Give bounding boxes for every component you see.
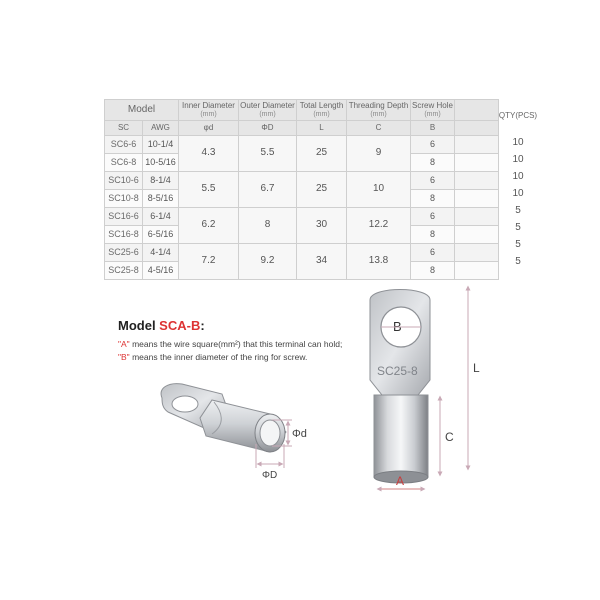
cell-hole: 6 bbox=[411, 172, 455, 190]
note-a: "A" means the wire square(mm²) that this terminal can hold; bbox=[118, 339, 343, 349]
cell-awg: 6-1/4 bbox=[143, 208, 179, 226]
label-outer-diameter: ΦD bbox=[262, 470, 278, 481]
sub-header-awg: AWG bbox=[143, 121, 179, 136]
cell-sc: SC6-8 bbox=[105, 154, 143, 172]
cell-outer: 5.5 bbox=[239, 136, 297, 172]
cell-outer: 6.7 bbox=[239, 172, 297, 208]
cell-sc: SC6-6 bbox=[105, 136, 143, 154]
cell-sc: SC10-6 bbox=[105, 172, 143, 190]
cell-awg: 8-1/4 bbox=[143, 172, 179, 190]
col-depth-header: Threading Depth (mm) bbox=[347, 100, 411, 121]
qty-value: 5 bbox=[515, 239, 521, 250]
cell-sc: SC25-6 bbox=[105, 244, 143, 262]
front-view-terminal bbox=[370, 288, 480, 489]
symbol-inner: φd bbox=[179, 121, 239, 136]
cell-sc: SC16-6 bbox=[105, 208, 143, 226]
cell-length: 30 bbox=[297, 208, 347, 244]
symbol-length: L bbox=[297, 121, 347, 136]
cell-length: 25 bbox=[297, 136, 347, 172]
cell-hole: 8 bbox=[411, 154, 455, 172]
label-hole-b: B bbox=[393, 319, 402, 334]
cell-depth: 12.2 bbox=[347, 208, 411, 244]
cell-awg: 6-5/16 bbox=[143, 226, 179, 244]
cell-sc: SC10-8 bbox=[105, 190, 143, 208]
cell-inner: 7.2 bbox=[179, 244, 239, 280]
label-depth: C bbox=[445, 430, 454, 444]
model-header: Model bbox=[105, 100, 179, 121]
cell-length: 25 bbox=[297, 172, 347, 208]
qty-header: QTY(PCS) bbox=[498, 111, 538, 120]
cell-depth: 9 bbox=[347, 136, 411, 172]
cell-awg: 8-5/16 bbox=[143, 190, 179, 208]
cell-hole: 6 bbox=[411, 136, 455, 154]
cell-sc: SC25-8 bbox=[105, 262, 143, 280]
cell-outer: 9.2 bbox=[239, 244, 297, 280]
cell-sc: SC16-8 bbox=[105, 226, 143, 244]
cell-hole: 6 bbox=[411, 208, 455, 226]
col-inner-header: Inner Diameter (mm) bbox=[179, 100, 239, 121]
cell-outer: 8 bbox=[239, 208, 297, 244]
qty-value: 10 bbox=[512, 188, 524, 199]
col-length-header: Total Length (mm) bbox=[297, 100, 347, 121]
qty-value: 10 bbox=[512, 171, 524, 182]
qty-value: 10 bbox=[512, 154, 524, 165]
cell-inner: 6.2 bbox=[179, 208, 239, 244]
cell-hole: 6 bbox=[411, 244, 455, 262]
cell-depth: 13.8 bbox=[347, 244, 411, 280]
cell-awg: 4-5/16 bbox=[143, 262, 179, 280]
symbol-depth: C bbox=[347, 121, 411, 136]
side-view-terminal bbox=[161, 384, 307, 481]
cell-awg: 10-1/4 bbox=[143, 136, 179, 154]
qty-value: 5 bbox=[515, 205, 521, 216]
symbol-hole: B bbox=[411, 121, 455, 136]
cell-depth: 10 bbox=[347, 172, 411, 208]
qty-value: 5 bbox=[515, 256, 521, 267]
cell-length: 34 bbox=[297, 244, 347, 280]
cell-inner: 5.5 bbox=[179, 172, 239, 208]
model-title: Model SCA-B: bbox=[118, 318, 205, 333]
col-outer-header: Outer Diameter (mm) bbox=[239, 100, 297, 121]
qty-value: 5 bbox=[515, 222, 521, 233]
sub-header-sc: SC bbox=[105, 121, 143, 136]
label-length: L bbox=[473, 361, 480, 375]
cell-awg: 10-5/16 bbox=[143, 154, 179, 172]
cell-inner: 4.3 bbox=[179, 136, 239, 172]
cell-hole: 8 bbox=[411, 226, 455, 244]
stamp-model: SC25-8 bbox=[377, 364, 418, 378]
cell-hole: 8 bbox=[411, 262, 455, 280]
col-hole-header: Screw Hole (mm) bbox=[411, 100, 455, 121]
note-b: "B" means the inner diameter of the ring for screw. bbox=[118, 352, 308, 362]
cell-awg: 4-1/4 bbox=[143, 244, 179, 262]
cell-hole: 8 bbox=[411, 190, 455, 208]
symbol-outer: ΦD bbox=[239, 121, 297, 136]
qty-value: 10 bbox=[512, 137, 524, 148]
label-wire-a: A bbox=[396, 474, 405, 488]
label-inner-diameter: Φd bbox=[292, 428, 307, 440]
